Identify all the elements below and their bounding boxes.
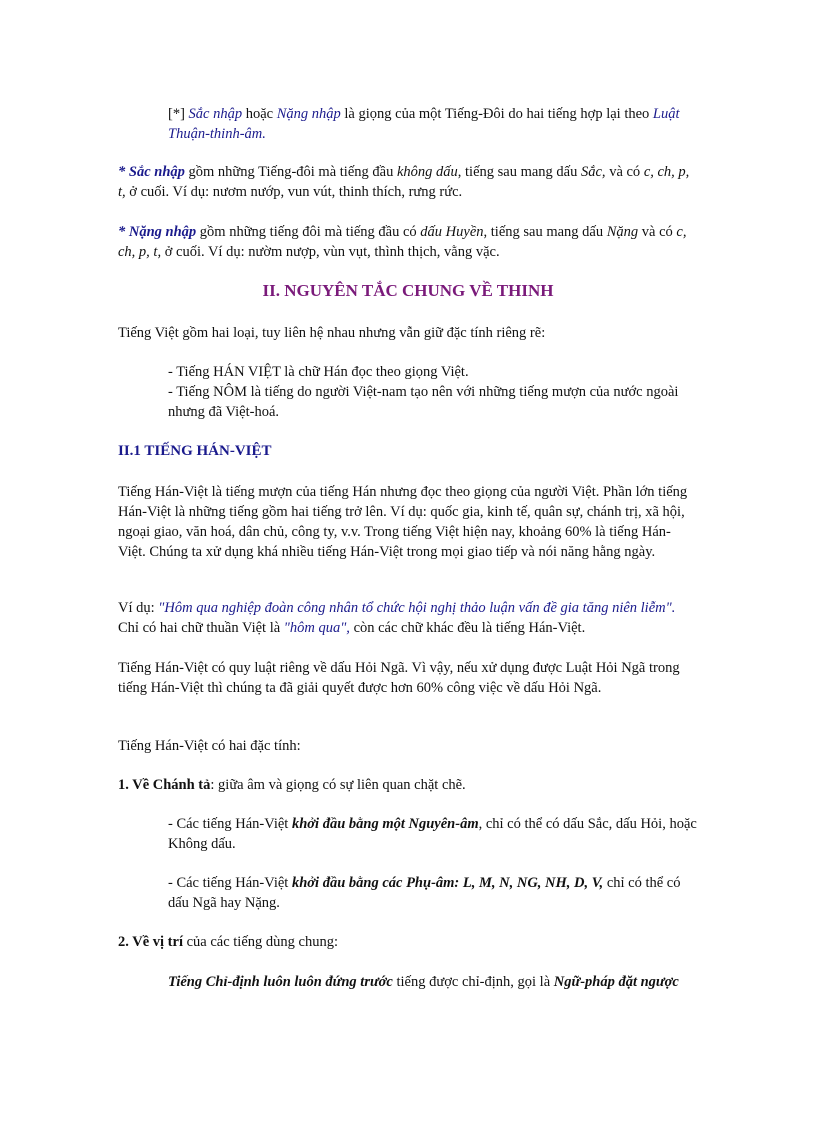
text: - Các tiếng Hán-Việt	[168, 816, 292, 832]
text: và có	[605, 164, 644, 180]
example-quote: "Hôm qua nghiệp đoàn công nhân tổ chức hội nghị thảo luận vấn đề gia tăng niên liễm".	[158, 600, 676, 616]
bold-italic-text: Ngữ-pháp đặt ngược	[553, 974, 679, 990]
text: là giọng của một Tiếng-Đôi do hai tiếng hợp lại theo	[340, 106, 653, 122]
trait-1-item-a	[168, 814, 698, 854]
text: Chỉ có hai chữ thuần Việt là	[118, 620, 284, 636]
bold-italic-text: Tiếng Chỉ-định luôn luôn đứng trước	[168, 974, 393, 990]
trait-2	[118, 932, 698, 952]
term-luat: Luật Thuận-thinh-âm.	[168, 106, 680, 142]
text: , chỉ có thể có dấu Sắc, dấu Hỏi, hoặc Không dấu.	[168, 816, 697, 852]
text: gồm những tiếng đôi mà tiếng đầu có	[196, 224, 421, 240]
text: ở cuối. Ví dụ: nườm nượp, vùn vụt, thình thịch, vằng vặc.	[161, 244, 500, 260]
text: , tiếng sau mang dấu	[483, 224, 607, 240]
text: , tiếng sau mang dấu	[457, 164, 581, 180]
term-sac-nhap: Sắc nhập	[188, 106, 243, 122]
note-marker: [*]	[168, 106, 189, 122]
sac-nhap-paragraph	[118, 162, 698, 202]
han-viet-paragraph: Tiếng Hán-Việt là tiếng mượn của tiếng Hán nhưng đọc theo giọng của người Việt. Phần lớn tiếng Hán-Việt là những tiếng gồm hai tiếng trở lên. Ví dụ: quốc gia, kinh tế, quân sự, chánh trị, xã hội, ngoại giao, văn hoá, dân chủ, công ty, v.v. Trong tiếng Việt hiện nay, khoảng 60% là tiếng Hán-Việt. Chúng ta xử dụng khá nhiều tiếng Hán-Việt trong mọi giao tiếp và nói năng hằng ngày.	[118, 484, 688, 560]
trait-title: 1. Về Chánh tả	[118, 777, 211, 793]
example-paragraph	[118, 598, 698, 638]
italic-text: "hôm qua",	[283, 620, 350, 636]
text: : giữa âm và giọng có sự liên quan chặt chẽ.	[210, 777, 466, 793]
bold-italic-text: khởi đầu bằng các Phụ-âm: L, M, N, NG, NH, D, V,	[291, 875, 604, 891]
list-item: - Tiếng NÔM là tiếng do người Việt-nam tạo nên với những tiếng mượn của nước ngoài nhưng đã Việt-hoá.	[168, 384, 679, 420]
trait-1	[118, 775, 698, 795]
italic-text: Sắc,	[581, 164, 606, 180]
italic-text: Nặng	[606, 224, 639, 240]
term-nang-nhap: Nặng nhập	[276, 106, 341, 122]
trait-title: 2. Về vị trí	[118, 934, 183, 950]
italic-text: c, ch, p, t,	[118, 164, 690, 200]
rule-paragraph: Tiếng Hán-Việt có quy luật riêng về dấu Hỏi Ngã. Vì vậy, nếu xử dụng được Luật Hỏi Ngã trong tiếng Hán-Việt thì chúng ta đã giải quyết được hơn 60% công việc về dấu Hỏi Ngã.	[118, 660, 680, 696]
intro-paragraph: Tiếng Việt gồm hai loại, tuy liên hệ nhau nhưng vẫn giữ đặc tính riêng rẽ:	[118, 325, 546, 341]
trait-2-item	[168, 972, 698, 992]
text: - Các tiếng Hán-Việt	[168, 875, 292, 891]
italic-text: không dấu	[396, 164, 458, 180]
sac-nhap-term: * Sắc nhập	[118, 164, 185, 180]
text: hoặc	[242, 106, 277, 122]
bold-italic-text: khởi đầu bằng một Nguyên-âm	[291, 816, 479, 832]
section-heading: II. NGUYÊN TẮC CHUNG VỀ THINH	[262, 281, 554, 300]
list-item: - Tiếng HÁN VIỆT là chữ Hán đọc theo giọng Việt.	[168, 364, 469, 380]
traits-intro: Tiếng Hán-Việt có hai đặc tính:	[118, 738, 301, 754]
italic-text: dấu Huyền	[420, 224, 484, 240]
trait-1-item-b	[168, 873, 698, 913]
text: của các tiếng dùng chung:	[182, 934, 338, 950]
italic-text: c, ch, p, t,	[118, 224, 687, 260]
text: chỉ có thể có dấu Ngã hay Nặng.	[168, 875, 681, 911]
nang-nhap-paragraph	[118, 222, 698, 262]
text: còn các chữ khác đều là tiếng Hán-Việt.	[349, 620, 586, 636]
nang-nhap-term: * Nặng nhập	[118, 224, 197, 240]
note-paragraph	[168, 104, 698, 144]
text: và có	[638, 224, 677, 240]
text: tiếng được chỉ-định, gọi là	[392, 974, 554, 990]
text: ở cuối. Ví dụ: nươm nướp, vun vút, thinh thích, rưng rức.	[125, 184, 463, 200]
text: Ví dụ:	[118, 600, 159, 616]
text: gồm những Tiếng-đôi mà tiếng đầu	[184, 164, 397, 180]
subsection-heading: II.1 TIẾNG HÁN-VIỆT	[118, 443, 272, 459]
